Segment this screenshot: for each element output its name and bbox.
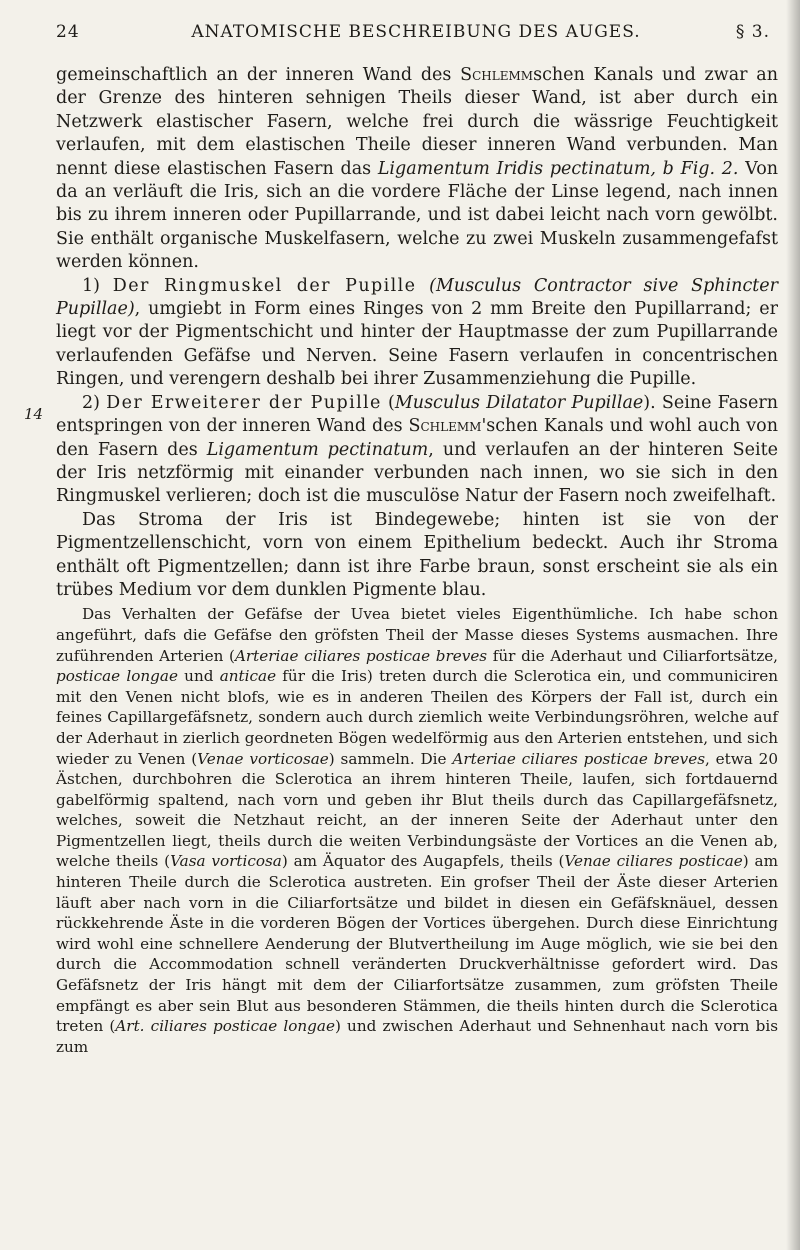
page-body	[56, 64, 778, 1057]
running-title: ANATOMISCHE BESCHREIBUNG DES AUGES.	[191, 22, 641, 42]
paragraph-stroma: Das Stroma der Iris ist Bindegewebe; hinten ist sie von der Pigmentzellenschicht, vorn von einem Epithelium bedeckt. Auch ihr Stroma enthält oft Pigmentzellen; dann ist ihre Farbe braun, sonst erscheint sie als ein trübes Medium vor dem dunklen Pigmente blau.	[56, 509, 778, 600]
paragraph-gefaesse: Das Verhalten der Gefäfse der Uvea bietet vieles Eigenthümliche. Ich habe schon angeführt, dafs die Gefäfse den gröfsten Theil der Masse dieses Systems ausmachen. Ihre zuführenden Arterien (Arteriae ciliares posticae breves für die Aderhaut und Ciliarfortsätze, posticae longae und anticae für die Iris) treten durch die Sclerotica ein, und communiciren mit den Venen nicht blofs, wie es in anderen Theilen des Körpers der Fall ist, durch ein feines Capillargefäfsnetz, sondern auch durch ziemlich weite Verbindungsröhren, welche auf der Aderhaut in zierlich geordneten Bögen wedelförmig aus den Arterien entstehen, und sich wieder zu Venen (Venae vorticosae) sammeln. Die Arteriae ciliares posticae breves, etwa 20 Ästchen, durchbohren die Sclerotica an ihrem hinteren Theile, laufen, sich fortdauernd gabelförmig spaltend, nach vorn und geben ihr Blut theils durch das Capillargefäfsnetz, welches, soweit die Netzhaut reicht, an der inneren Seite der Aderhaut unter den Pigmentzellen liegt, theils durch die weiten Verbindungsäste der Vortices an die Venen ab, welche theils (Vasa vorticosa) am Äquator des Augapfels, theils (Venae ciliares posticae) am hinteren Theile durch die Sclerotica austreten. Ein grofser Theil der Äste dieser Arterien läuft aber nach vorn in die Ciliarfortsätze und bildet in diesen ein Gefäfsknäuel, dessen rückkehrende Äste in die vorderen Bögen der Vortices übergehen. Durch diese Einrichtung wird wohl eine schnellere Aenderung der Blutvertheilung im Auge möglich, wie sie bei den durch die Accommodation schnell veränderten Druckverhältnisse gefordert wird. Das Gefäfsnetz der Iris hängt mit dem der Ciliarfortsätze zusammen, zum gröfsten Theile empfängt es aber sein Blut aus besonderen Stämmen, die theils hinten durch die Sclerotica treten (Art. ciliares posticae longae) und zwischen Aderhaut und Sehnenhaut nach vorn bis zum	[56, 605, 779, 1056]
margin-number: 14	[24, 405, 44, 423]
paragraph-erweiterer: 2) Der Erweiterer der Pupille (Musculus Dilatator Pupillae). Seine Fasern entspringen von der inneren Wand des Schlemm'schen Kanals und wohl auch von den Fasern des Ligamentum pectinatum, und verlaufen an der hinteren Seite der Iris netzförmig mit einander verbunden nach innen, wo sie sich in den Ringmuskel verlieren; doch ist die musculöse Natur der Fasern noch zweifelhaft.	[56, 392, 778, 507]
page-header	[56, 22, 776, 50]
page-number: 24	[56, 22, 80, 42]
paragraph-ringmuskel: 1) Der Ringmuskel der Pupille (Musculus Contractor sive Sphincter Pupillae), umgiebt in Form eines Ringes von 2 mm Breite den Pupillarrand; er liegt vor der Pigmentschicht und hinter der Hauptmasse der zum Pupillarrande verlaufenden Gefäfse und Nerven. Seine Fasern verlaufen in concentrischen Ringen, und verengern deshalb bei ihrer Zusammenziehung die Pupille.	[56, 275, 778, 390]
section-mark: § 3.	[735, 22, 770, 42]
paragraph-ligamentum: gemeinschaftlich an der inneren Wand des Schlemmschen Kanals und zwar an der Grenze des hinteren sehnigen Theils dieser Wand, ist aber durch ein Netzwerk elastischer Fasern, welche frei durch die wässrige Feuchtigkeit verlaufen, mit dem elastischen Theile dieser inneren Wand verbunden. Man nennt diese elastischen Fasern das Ligamentum Iridis pectinatum, b Fig. 2. Von da an verläuft die Iris, sich an die vordere Fläche der Linse legend, nach innen bis zu ihrem inneren oder Pupillarrande, und ist dabei leicht nach vorn gewölbt. Sie enthält organische Muskelfasern, welche zu zwei Muskeln zusammengefafst werden können.	[56, 65, 778, 273]
page-edge-shadow	[786, 0, 800, 1250]
